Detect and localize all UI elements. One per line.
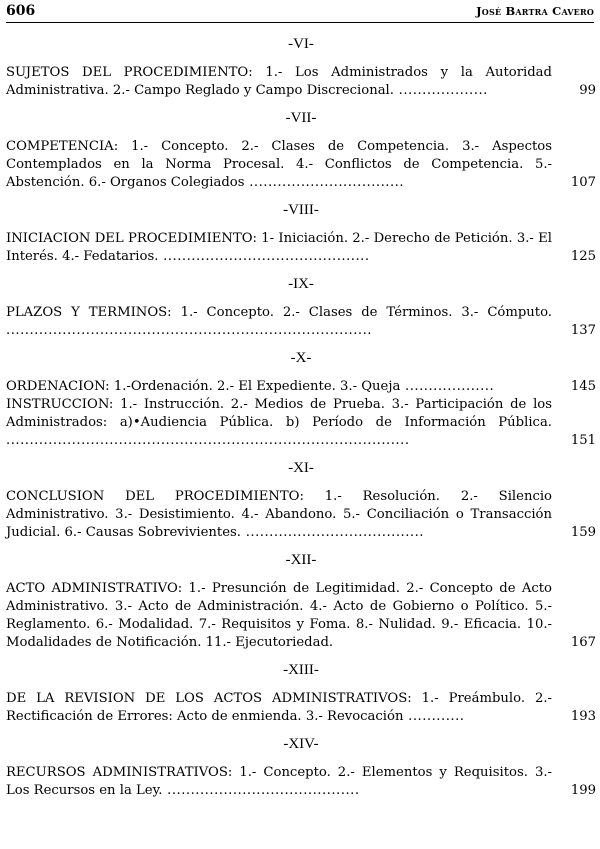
toc-entry[interactable] — [6, 64, 596, 100]
chapter-numeral: -XIII- — [283, 662, 319, 678]
toc-page-number: 107 — [570, 175, 596, 190]
toc-entry-text: COMPETENCIA: 1.- Concepto. 2.- Clases de Competencia. 3.- Aspectos Contemplados en la Norma Procesal. 4.- Conflictos de Competencia. 5.- Abstención. 6.- Organos Colegiados — [6, 139, 552, 190]
chapter-numeral: -VI- — [288, 36, 314, 52]
toc-entry[interactable] — [6, 396, 596, 450]
toc-entry-text: INSTRUCCION: 1.- Instrucción. 2.- Medios de Prueba. 3.- Participación de los Administrados: a)•Audiencia Pública. b) Período de Información Pública. — [6, 397, 552, 430]
chapter-section — [6, 734, 596, 800]
toc-entry[interactable] — [6, 138, 596, 192]
leader-dots: ...................................... — [241, 525, 424, 540]
chapter-numeral: -VIII- — [283, 202, 319, 218]
leader-dots: .............................................................................. — [6, 323, 372, 338]
toc-entry-text: SUJETOS DEL PROCEDIMIENTO: 1.- Los Administrados y la Autoridad Administrativa. 2.- Campo Reglado y Campo Discrecional. — [6, 65, 552, 98]
chapter-numeral: -VII- — [285, 110, 317, 126]
toc-entry[interactable] — [6, 378, 596, 396]
chapter-numeral: -IX- — [288, 276, 314, 292]
toc-entry-text: CONCLUSION DEL PROCEDIMIENTO: 1.- Resolución. 2.- Silencio Administrativo. 3.- Desistimiento. 4.- Abandono. 5.- Conciliación o Transacción Judicial. 6.- Causas Sobrevivientes. — [6, 489, 552, 540]
toc-page-number: 199 — [570, 783, 596, 798]
leader-dots: ................................. — [244, 175, 405, 190]
chapter-section — [6, 108, 596, 192]
chapter-numeral: -X- — [290, 350, 312, 366]
toc-page-number: 193 — [570, 709, 596, 724]
running-head: José Bartra Cavero — [476, 4, 594, 18]
toc-page-number: 145 — [570, 379, 596, 394]
toc-entry[interactable] — [6, 230, 596, 266]
toc-page-number: 167 — [570, 635, 596, 650]
toc-page-number: 125 — [570, 249, 596, 264]
toc-page-number: 99 — [579, 83, 596, 98]
leader-dots: ...................................................................................... — [6, 433, 410, 448]
chapter-section — [6, 34, 596, 100]
leader-dots: ............ — [403, 709, 465, 724]
toc-entry-text: INICIACION DEL PROCEDIMIENTO: 1- Iniciación. 2.- Derecho de Petición. 3.- El Interés. 4.- Fedatarios. — [6, 231, 552, 264]
toc-entry-text: RECURSOS ADMINISTRATIVOS: 1.- Concepto. 2.- Elementos y Requisitos. 3.- Los Recursos en la Ley. — [6, 765, 552, 798]
toc-page-number: 151 — [570, 433, 596, 448]
leader-dots: ................... — [400, 379, 495, 394]
chapter-section — [6, 550, 596, 652]
page-number: 606 — [6, 3, 36, 19]
page-header — [6, 2, 594, 23]
toc-entry[interactable] — [6, 764, 596, 800]
chapter-section — [6, 348, 596, 450]
toc-entry-text: ORDENACION: 1.-Ordenación. 2.- El Expediente. 3.- Queja — [6, 379, 401, 394]
toc-entry[interactable] — [6, 690, 596, 726]
toc-entry[interactable] — [6, 488, 596, 542]
toc-entry[interactable] — [6, 304, 596, 340]
chapter-section — [6, 458, 596, 542]
chapter-numeral: -XI- — [288, 460, 314, 476]
leader-dots: ............................................ — [158, 249, 370, 264]
toc-entry-text: DE LA REVISION DE LOS ACTOS ADMINISTRATIVOS: 1.- Preámbulo. 2.- Rectificación de Errores: Acto de enmienda. 3.- Revocación — [6, 691, 552, 724]
leader-dots: ......................................... — [162, 783, 360, 798]
table-of-contents — [6, 34, 596, 808]
toc-entry-text: ACTO ADMINISTRATIVO: 1.- Presunción de Legitimidad. 2.- Concepto de Acto Administrativo. 3.- Acto de Administración. 4.- Acto de Gobierno o Político. 5.- Reglamento. 6.- Modalidad. 7.- Requisitos y Foma. 8.- Nulidad. 9.- Eficacia. 10.- Modalidades de Notificación. 11.- Ejecutoriedad. — [6, 581, 552, 650]
leader-dots: ................... — [393, 83, 488, 98]
toc-page-number: 159 — [570, 525, 596, 540]
chapter-section — [6, 274, 596, 340]
chapter-numeral: -XIV- — [283, 736, 319, 752]
chapter-section — [6, 660, 596, 726]
toc-page-number: 137 — [570, 323, 596, 338]
chapter-section — [6, 200, 596, 266]
chapter-numeral: -XII- — [285, 552, 317, 568]
toc-entry-text: PLAZOS Y TERMINOS: 1.- Concepto. 2.- Clases de Términos. 3.- Cómputo. — [6, 305, 552, 320]
toc-entry[interactable] — [6, 580, 596, 652]
